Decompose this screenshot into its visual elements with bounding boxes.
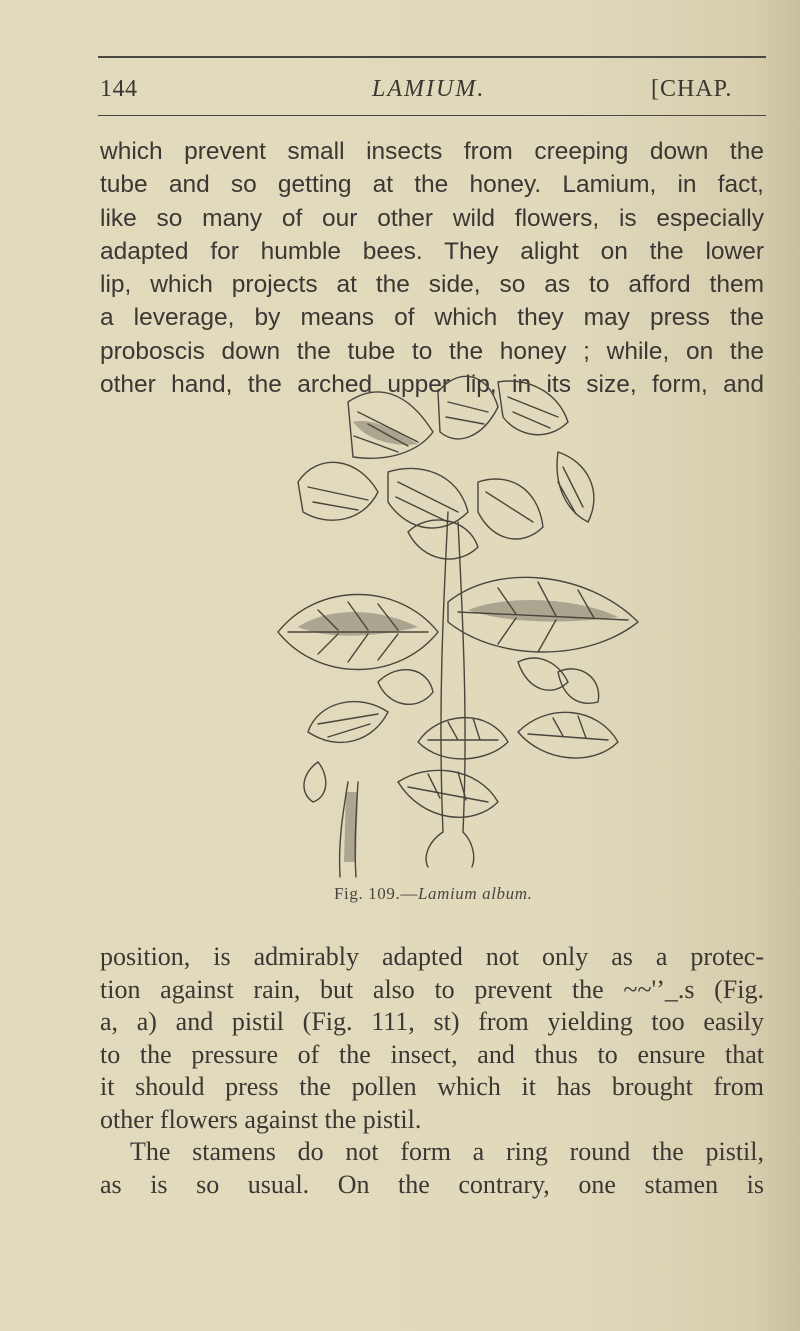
figure-caption: [334, 884, 532, 904]
lamium-album-illustration: [258, 362, 658, 882]
header-rule-top: [98, 56, 766, 58]
text-line: it should press the pollen which it has brought from: [100, 1072, 764, 1101]
text-line: a leverage, by means of which they may press the: [100, 304, 764, 332]
text-line: position, is admirably adapted not only as a protec-: [100, 942, 764, 971]
text-line: like so many of our other wild flowers, is especially: [100, 204, 764, 232]
figure-caption-label: Fig. 109.—: [334, 884, 418, 903]
body-text-bottom: [100, 941, 764, 1201]
text-line: lip, which projects at the side, so as to afford them: [100, 271, 764, 299]
text-line: The stamens do not form a ring round the pistil,: [130, 1137, 764, 1166]
text-line: adapted for humble bees. They alight on the lower: [100, 237, 764, 265]
text-line: tion against rain, but also to prevent the ~~'’_.s (Fig.: [100, 974, 764, 1004]
text-line: proboscis down the tube to the honey ; while, on the: [100, 337, 764, 365]
text-line: tube and so getting at the honey. Lamium, in fact,: [100, 171, 764, 199]
page-number: 144: [100, 76, 138, 102]
chapter-mark: [CHAP.: [651, 76, 733, 102]
figure-caption-species: Lamium album.: [417, 884, 533, 903]
text-line: which prevent small insects from creeping down the: [100, 138, 764, 165]
header-rule-bottom: [98, 115, 766, 116]
text-line: to the pressure of the insect, and thus to ensure that: [100, 1039, 764, 1069]
text-line: a, a) and pistil (Fig. 111, st) from yielding too easily: [100, 1007, 764, 1036]
text-line: as is so usual. On the contrary, one stamen is: [100, 1169, 764, 1199]
running-title: LAMIUM.: [372, 76, 486, 102]
text-line: other hand, the arched upper lip, in its size, form, and: [100, 371, 764, 399]
text-line: other flowers against the pistil.: [100, 1104, 422, 1134]
